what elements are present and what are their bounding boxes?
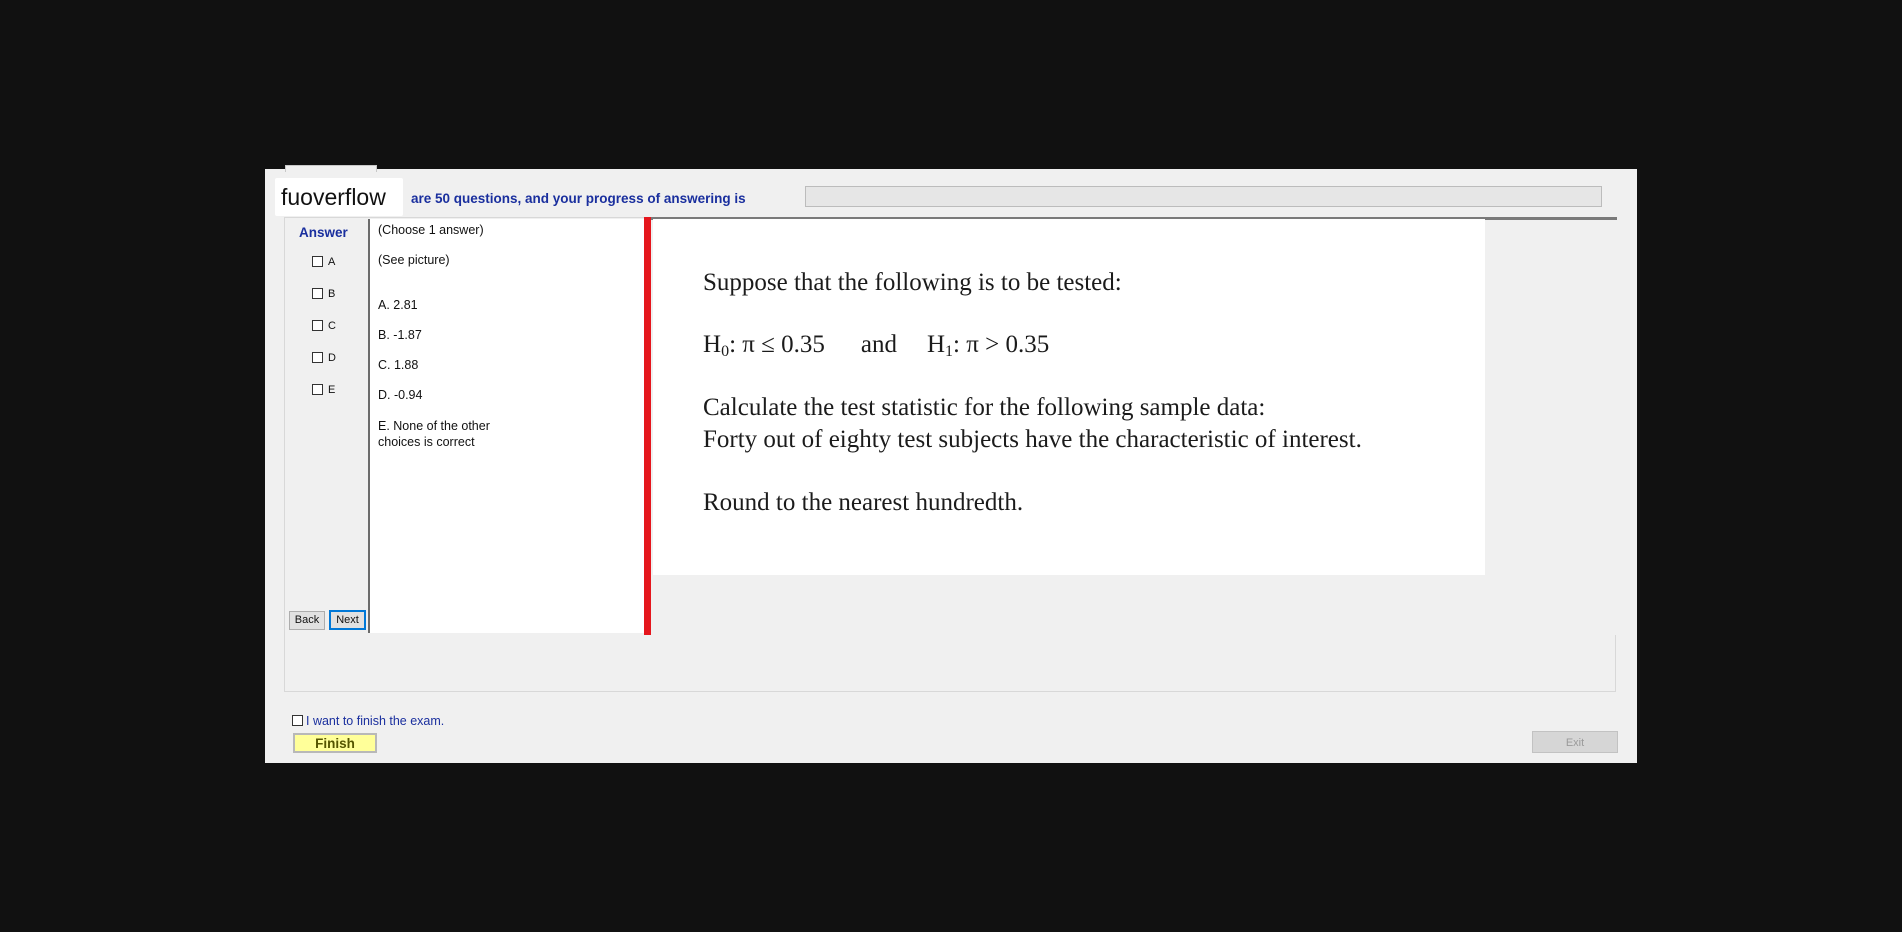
choose-instruction: (Choose 1 answer)	[378, 223, 484, 237]
choice-b: B. -1.87	[378, 328, 422, 342]
choice-d: D. -0.94	[378, 388, 423, 402]
option-label-e: E	[328, 383, 336, 396]
option-label-c: C	[328, 319, 336, 332]
choice-a: A. 2.81	[378, 298, 418, 312]
checkbox-a[interactable]	[312, 256, 323, 267]
choice-c: C. 1.88	[378, 358, 419, 372]
finish-button[interactable]: Finish	[293, 733, 377, 753]
h1-expression: : π > 0.35	[953, 331, 1050, 358]
checkbox-d[interactable]	[312, 352, 323, 363]
question-line-1: Suppose that the following is to be tested:	[703, 269, 1122, 296]
question-picture	[653, 219, 1485, 575]
logo: fuoverflow	[275, 178, 403, 216]
back-button[interactable]: Back	[289, 611, 325, 630]
question-line-3: Calculate the test statistic for the following sample data:	[703, 394, 1266, 421]
choice-e: E. None of the other choices is correct	[378, 419, 490, 449]
option-label-d: D	[328, 351, 336, 364]
answer-option-e[interactable]	[312, 381, 335, 397]
question-line-4: Forty out of eighty test subjects have the characteristic of interest.	[703, 426, 1362, 453]
finish-exam-label: I want to finish the exam.	[306, 713, 445, 728]
choices-panel	[368, 219, 646, 633]
question-line-5: Round to the nearest hundredth.	[703, 489, 1024, 516]
tab-stub	[285, 165, 377, 172]
checkbox-e[interactable]	[312, 384, 323, 395]
exit-button[interactable]: Exit	[1532, 731, 1618, 753]
exam-window	[265, 169, 1637, 763]
answer-option-a[interactable]	[312, 253, 335, 269]
finish-exam-checkbox[interactable]	[292, 715, 303, 726]
answer-title: Answer	[299, 225, 348, 240]
progress-text: are 50 questions, and your progress of answering is	[411, 191, 746, 206]
checkbox-b[interactable]	[312, 288, 323, 299]
option-label-a: A	[328, 255, 336, 268]
h1-label: H	[926, 331, 946, 358]
next-button[interactable]: Next	[329, 610, 366, 630]
h0-expression: : π ≤ 0.35	[729, 331, 825, 358]
h1-subscript: 1	[945, 343, 954, 360]
finish-exam-option[interactable]	[292, 712, 444, 728]
progress-bar	[805, 186, 1602, 207]
answer-option-c[interactable]	[312, 317, 336, 333]
h0-subscript: 0	[721, 343, 730, 360]
h0-label: H	[703, 331, 722, 358]
see-picture: (See picture)	[378, 253, 450, 267]
answer-option-d[interactable]	[312, 349, 336, 365]
hypothesis-line	[703, 331, 1049, 361]
option-label-b: B	[328, 287, 336, 300]
and-text: and	[860, 331, 897, 358]
answer-option-b[interactable]	[312, 285, 335, 301]
checkbox-c[interactable]	[312, 320, 323, 331]
pane-splitter[interactable]	[644, 217, 651, 635]
